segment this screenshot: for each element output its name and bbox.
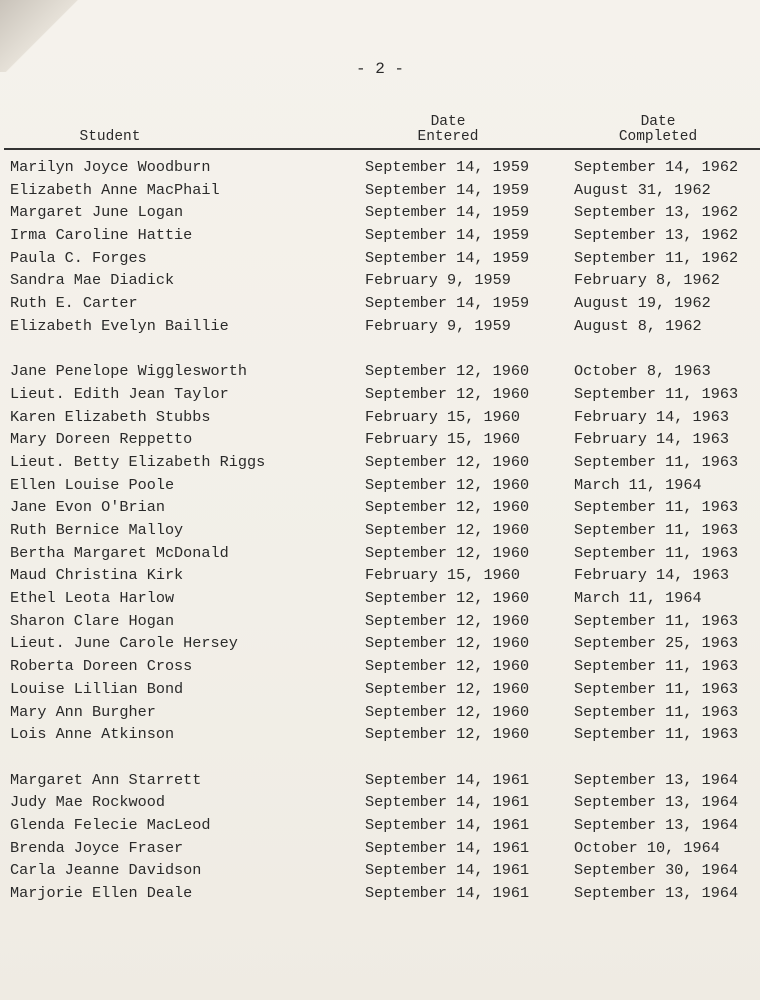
header-completed-line2: Completed: [618, 129, 698, 145]
header-student: [60, 130, 160, 145]
student-name: Jane Penelope Wigglesworth: [10, 362, 247, 381]
header-rule: [4, 148, 760, 150]
table-row: [0, 156, 760, 179]
table-row: [0, 519, 760, 542]
date-entered: September 12, 1960: [365, 362, 530, 381]
date-completed: September 11, 1963: [574, 702, 739, 721]
table-row: [0, 632, 760, 655]
date-entered: September 12, 1960: [365, 634, 530, 653]
header-entered-line2: Entered: [417, 129, 479, 145]
table-row: [0, 406, 760, 429]
table-row: [0, 859, 760, 882]
date-completed: September 13, 1962: [574, 203, 739, 222]
date-completed: September 11, 1963: [574, 611, 739, 630]
date-completed: September 11, 1963: [574, 384, 739, 403]
date-completed: September 11, 1963: [574, 679, 739, 698]
table-row: [0, 201, 760, 224]
date-completed: September 11, 1963: [574, 543, 739, 562]
student-name: Elizabeth Anne MacPhail: [10, 180, 220, 199]
student-name: Margaret Ann Starrett: [10, 770, 202, 789]
date-completed: September 13, 1964: [574, 793, 739, 812]
date-entered: September 12, 1960: [365, 475, 530, 494]
date-completed: September 30, 1964: [574, 861, 739, 880]
date-entered: February 9, 1959: [365, 271, 511, 290]
table-row: [0, 315, 760, 338]
student-name: Brenda Joyce Fraser: [10, 838, 184, 857]
group-spacer: [0, 338, 760, 361]
student-name: Ruth E. Carter: [10, 294, 138, 313]
date-completed: September 25, 1963: [574, 634, 739, 653]
date-completed: February 8, 1962: [574, 271, 720, 290]
table-row: [0, 655, 760, 678]
date-entered: September 12, 1960: [365, 498, 530, 517]
date-completed: September 11, 1963: [574, 452, 739, 471]
student-name: Margaret June Logan: [10, 203, 184, 222]
header-completed-line1: Date: [640, 114, 676, 130]
student-name: Lieut. Betty Elizabeth Riggs: [10, 452, 266, 471]
table-row: [0, 837, 760, 860]
header-date-completed: [603, 115, 713, 145]
student-name: Maud Christina Kirk: [10, 566, 184, 585]
table-row: [0, 791, 760, 814]
table-row: [0, 474, 760, 497]
table-row: [0, 587, 760, 610]
date-entered: September 12, 1960: [365, 657, 530, 676]
table-row: [0, 247, 760, 270]
date-entered: September 12, 1960: [365, 725, 530, 744]
date-completed: February 14, 1963: [574, 407, 729, 426]
header-student-label: Student: [79, 129, 141, 145]
student-name: Ethel Leota Harlow: [10, 589, 175, 608]
date-entered: September 12, 1960: [365, 521, 530, 539]
date-entered: September 12, 1960: [365, 384, 530, 403]
date-entered: September 14, 1961: [365, 861, 530, 880]
table-row: [0, 269, 760, 292]
date-completed: August 8, 1962: [574, 316, 702, 335]
date-entered: September 14, 1961: [365, 770, 530, 789]
student-name: Elizabeth Evelyn Baillie: [10, 316, 229, 335]
table-row: [0, 814, 760, 837]
table-row: [0, 179, 760, 202]
date-entered: September 14, 1961: [365, 838, 530, 857]
date-completed: September 13, 1964: [574, 770, 739, 789]
date-completed: October 8, 1963: [574, 362, 711, 381]
table-row: [0, 496, 760, 519]
table-row: [0, 723, 760, 746]
header-entered-line1: Date: [430, 114, 466, 130]
student-name: Karen Elizabeth Stubbs: [10, 407, 211, 426]
date-entered: February 9, 1959: [365, 316, 511, 335]
student-name: Lieut. June Carole Hersey: [10, 634, 238, 653]
student-name: Glenda Felecie MacLeod: [10, 815, 211, 834]
table-row: [0, 542, 760, 565]
date-entered: September 14, 1961: [365, 884, 530, 902]
page-number: - 2 -: [355, 60, 404, 78]
student-name: Sandra Mae Diadick: [10, 271, 175, 290]
student-name: Ellen Louise Poole: [10, 475, 175, 494]
student-name: Bertha Margaret McDonald: [10, 543, 229, 562]
date-completed: September 11, 1963: [574, 725, 739, 744]
date-completed: August 31, 1962: [574, 180, 711, 199]
date-entered: September 14, 1959: [365, 158, 530, 176]
student-name: Lois Anne Atkinson: [10, 725, 175, 744]
student-name: Irma Caroline Hattie: [10, 226, 193, 245]
date-completed: September 11, 1963: [574, 521, 739, 539]
table-row: [0, 769, 760, 792]
table-row: [0, 383, 760, 406]
student-name: Paula C. Forges: [10, 248, 147, 267]
date-entered: September 14, 1959: [365, 180, 530, 199]
student-name: Mary Doreen Reppetto: [10, 430, 193, 449]
student-name: Lieut. Edith Jean Taylor: [10, 384, 229, 403]
header-date-entered: [398, 115, 498, 145]
date-entered: September 14, 1959: [365, 294, 530, 313]
student-name: Mary Ann Burgher: [10, 702, 156, 721]
date-entered: September 12, 1960: [365, 543, 530, 562]
table-row: [0, 451, 760, 474]
student-table: [0, 156, 760, 905]
date-completed: September 11, 1963: [574, 498, 739, 517]
group-spacer: [0, 746, 760, 769]
date-entered: September 14, 1959: [365, 203, 530, 222]
date-entered: September 12, 1960: [365, 452, 530, 471]
table-row: [0, 882, 760, 905]
date-completed: September 11, 1962: [574, 248, 739, 267]
date-entered: September 12, 1960: [365, 589, 530, 608]
date-entered: February 15, 1960: [365, 407, 520, 426]
date-completed: September 13, 1962: [574, 226, 739, 245]
student-name: Ruth Bernice Malloy: [10, 521, 184, 539]
table-row: [0, 224, 760, 247]
student-name: Sharon Clare Hogan: [10, 611, 175, 630]
student-name: Carla Jeanne Davidson: [10, 861, 202, 880]
date-entered: September 14, 1961: [365, 793, 530, 812]
student-name: Louise Lillian Bond: [10, 679, 184, 698]
student-name: Roberta Doreen Cross: [10, 657, 193, 676]
date-completed: September 14, 1962: [574, 158, 739, 176]
student-name: Judy Mae Rockwood: [10, 793, 165, 812]
table-row: [0, 360, 760, 383]
date-entered: September 14, 1961: [365, 815, 530, 834]
date-completed: March 11, 1964: [574, 475, 702, 494]
table-row: [0, 292, 760, 315]
date-completed: September 13, 1964: [574, 884, 739, 902]
student-name: Marjorie Ellen Deale: [10, 884, 193, 902]
table-row: [0, 610, 760, 633]
date-entered: September 14, 1959: [365, 248, 530, 267]
table-row: [0, 701, 760, 724]
date-completed: February 14, 1963: [574, 430, 729, 449]
table-row: [0, 564, 760, 587]
table-row: [0, 428, 760, 451]
date-completed: August 19, 1962: [574, 294, 711, 313]
student-name: Jane Evon O'Brian: [10, 498, 165, 517]
date-entered: September 12, 1960: [365, 702, 530, 721]
date-completed: March 11, 1964: [574, 589, 702, 608]
date-entered: September 12, 1960: [365, 611, 530, 630]
date-entered: February 15, 1960: [365, 430, 520, 449]
date-entered: September 12, 1960: [365, 679, 530, 698]
date-entered: February 15, 1960: [365, 566, 520, 585]
date-completed: February 14, 1963: [574, 566, 729, 585]
table-row: [0, 678, 760, 701]
date-completed: September 11, 1963: [574, 657, 739, 676]
date-entered: September 14, 1959: [365, 226, 530, 245]
student-name: Marilyn Joyce Woodburn: [10, 158, 211, 176]
date-completed: September 13, 1964: [574, 815, 739, 834]
date-completed: October 10, 1964: [574, 838, 720, 857]
